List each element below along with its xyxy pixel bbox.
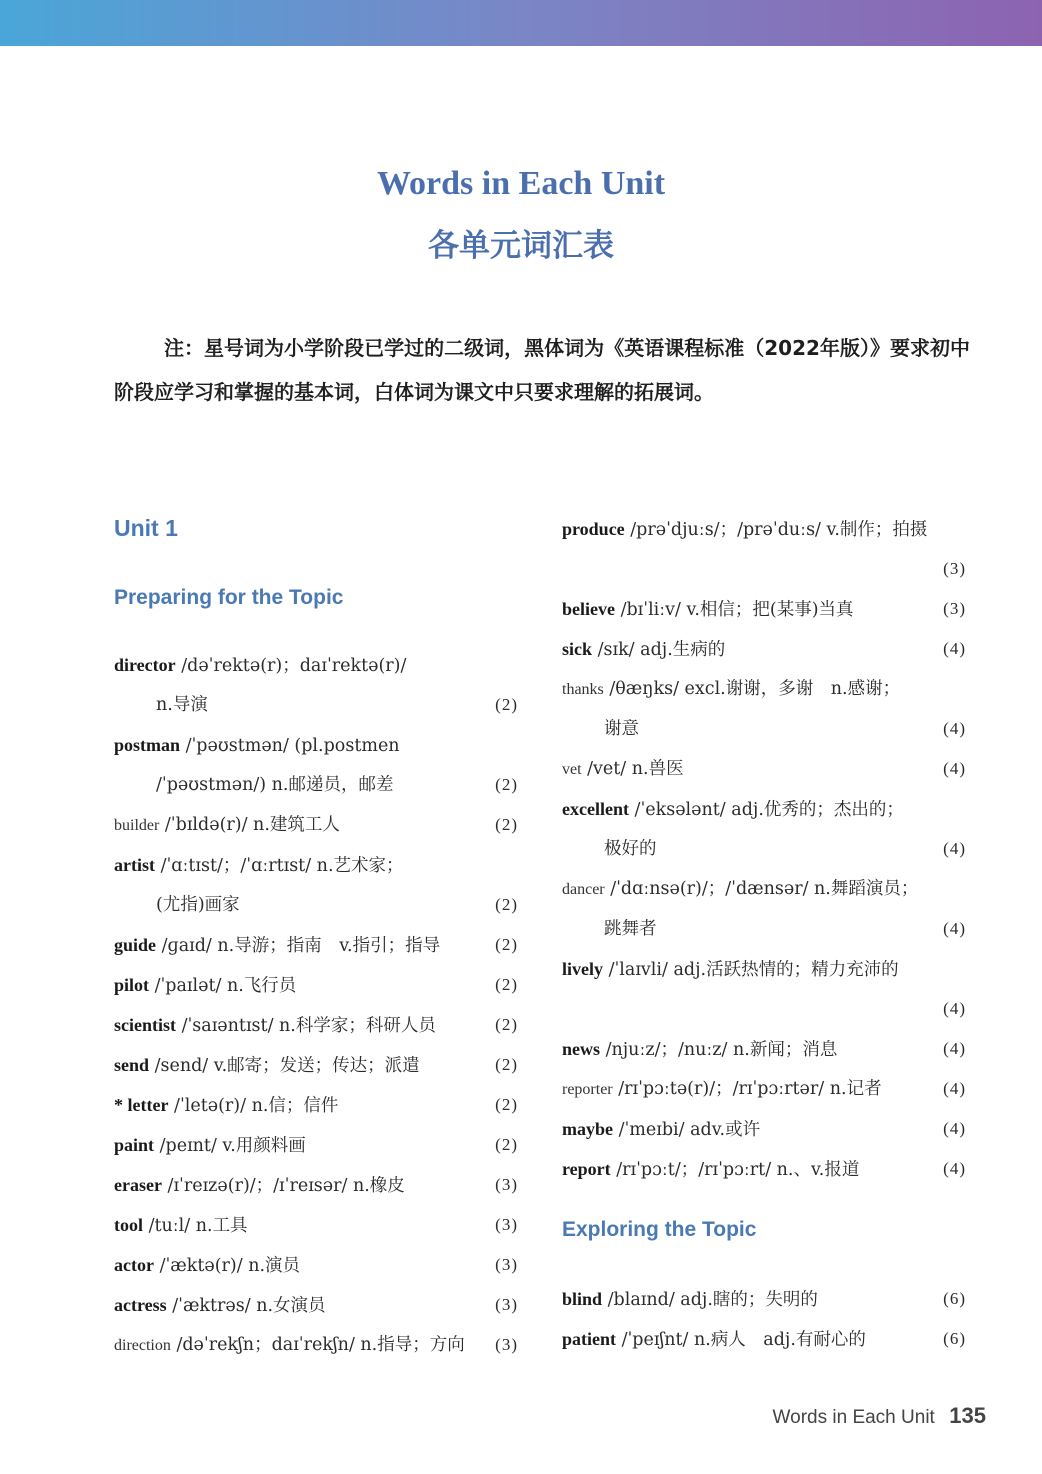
vocab-entry bbox=[562, 1109, 966, 1149]
entry-line bbox=[562, 829, 966, 869]
entry-line bbox=[114, 1205, 518, 1245]
entry-definition: /send/ v.邮寄；发送；传达；派遣 bbox=[154, 1056, 420, 1076]
entry-line bbox=[562, 629, 966, 669]
vocab-entry bbox=[562, 869, 966, 949]
entry-unit-number: (4) bbox=[943, 639, 966, 658]
entry-definition: /sɪk/ adj.生病的 bbox=[597, 640, 726, 660]
entry-word: artist bbox=[114, 855, 155, 875]
entry-definition: /ɡaɪd/ n.导游；指南 v.指引；指导 bbox=[161, 936, 441, 956]
entry-unit-number: (4) bbox=[943, 839, 966, 858]
entry-line bbox=[562, 1029, 966, 1069]
entry-definition: /ˈpaɪlət/ n.飞行员 bbox=[154, 976, 297, 996]
entry-unit-number: (4) bbox=[943, 1119, 966, 1138]
vocab-entry bbox=[562, 1149, 966, 1189]
entry-word: guide bbox=[114, 935, 157, 955]
vocab-entry bbox=[114, 645, 518, 725]
entry-definition: /tuːl/ n.工具 bbox=[148, 1216, 248, 1236]
entry-word: eraser bbox=[114, 1175, 162, 1195]
entry-line bbox=[114, 1285, 518, 1325]
entry-line bbox=[114, 1245, 518, 1285]
entry-line bbox=[114, 965, 518, 1005]
footer-text: Words in Each Unit bbox=[772, 1407, 935, 1428]
entry-definition: 极好的 bbox=[604, 839, 657, 859]
page-title-chinese: 各单元词汇表 bbox=[428, 228, 614, 264]
entry-unit-number: (3) bbox=[495, 1215, 518, 1234]
entry-word: vet bbox=[562, 761, 582, 778]
entry-unit-number: (2) bbox=[495, 815, 518, 834]
vocab-entry bbox=[562, 589, 966, 629]
vocab-entry bbox=[562, 509, 966, 589]
entry-line bbox=[562, 909, 966, 949]
entry-word: produce bbox=[562, 519, 625, 539]
vocab-entry bbox=[114, 805, 518, 845]
vocab-entry bbox=[562, 789, 966, 869]
vocab-entry bbox=[114, 845, 518, 925]
entry-definition: (尤指)画家 bbox=[156, 895, 240, 915]
entry-line bbox=[562, 869, 966, 909]
entry-unit-number: (2) bbox=[495, 775, 518, 794]
entry-unit-number: (3) bbox=[943, 599, 966, 618]
entry-line bbox=[562, 589, 966, 629]
section-heading-exploring: Exploring the Topic bbox=[562, 1218, 757, 1241]
entry-line bbox=[114, 1325, 518, 1365]
vocab-entry bbox=[562, 629, 966, 669]
entry-definition: /ˈæktə(r)/ n.演员 bbox=[159, 1256, 301, 1276]
entry-definition: n.导演 bbox=[156, 695, 208, 715]
entry-word: paint bbox=[114, 1135, 155, 1155]
vocab-entry bbox=[114, 1285, 518, 1325]
entry-word: thanks bbox=[562, 681, 604, 698]
entry-unit-number: (4) bbox=[943, 999, 966, 1018]
section-heading-preparing: Preparing for the Topic bbox=[114, 586, 344, 609]
entry-unit-number: (2) bbox=[495, 975, 518, 994]
entry-line bbox=[562, 1279, 966, 1319]
vocab-entry bbox=[114, 1245, 518, 1285]
entry-unit-number: (2) bbox=[495, 1015, 518, 1034]
entry-definition: /dəˈrektə(r)；daɪˈrektə(r)/ bbox=[181, 656, 407, 676]
vocab-entry bbox=[562, 669, 966, 749]
vocab-entry bbox=[114, 1125, 518, 1165]
vocab-entry bbox=[114, 1165, 518, 1205]
entry-word: sick bbox=[562, 639, 593, 659]
entry-unit-number: (4) bbox=[943, 1079, 966, 1098]
vocab-entry bbox=[562, 1319, 966, 1359]
entry-definition: /ˈmeɪbi/ adv.或许 bbox=[618, 1120, 761, 1140]
entry-definition: /ˈeksələnt/ adj.优秀的；杰出的； bbox=[634, 800, 904, 820]
page-footer bbox=[773, 1403, 986, 1429]
entry-unit-number: (4) bbox=[943, 919, 966, 938]
entry-word: report bbox=[562, 1159, 611, 1179]
entry-unit-number: (2) bbox=[495, 935, 518, 954]
entry-line bbox=[562, 789, 966, 829]
entry-line bbox=[562, 669, 966, 709]
entry-line bbox=[562, 709, 966, 749]
entry-word: news bbox=[562, 1039, 601, 1059]
entry-line bbox=[562, 1069, 966, 1109]
entry-line bbox=[114, 765, 518, 805]
vocab-entry bbox=[114, 965, 518, 1005]
entry-line bbox=[562, 989, 966, 1029]
entry-unit-number: (2) bbox=[495, 895, 518, 914]
entry-unit-number: (4) bbox=[943, 1039, 966, 1058]
entry-definition: /ɪˈreɪzə(r)/；/ɪˈreɪsər/ n.橡皮 bbox=[167, 1176, 405, 1196]
entry-unit-number: (2) bbox=[495, 1095, 518, 1114]
vocab-entry bbox=[114, 1325, 518, 1365]
entry-definition: /ˈsaɪəntɪst/ n.科学家；科研人员 bbox=[181, 1016, 436, 1036]
entry-definition: 跳舞者 bbox=[604, 919, 657, 939]
note-paragraph: 注：星号词为小学阶段已学过的二级词，黑体词为《英语课程标准（2022年版）》要求初中阶段应学习和掌握的基本词，白体词为课文中只要求理解的拓展词。 bbox=[114, 336, 970, 404]
entry-word: patient bbox=[562, 1329, 616, 1349]
entry-line bbox=[562, 549, 966, 589]
entry-unit-number: (2) bbox=[495, 1135, 518, 1154]
entry-line bbox=[114, 1005, 518, 1045]
page-title-english: Words in Each Unit bbox=[376, 165, 666, 202]
vocab-entry bbox=[114, 725, 518, 805]
entry-definition: /ˈdɑːnsə(r)/；/ˈdænsər/ n.舞蹈演员； bbox=[610, 879, 919, 899]
entry-definition: /vet/ n.兽医 bbox=[587, 759, 684, 779]
entry-line bbox=[114, 645, 518, 685]
entry-line bbox=[114, 845, 518, 885]
entry-word: scientist bbox=[114, 1015, 176, 1035]
entry-line bbox=[114, 805, 518, 845]
vocab-entry bbox=[562, 749, 966, 789]
entry-word: pilot bbox=[114, 975, 150, 995]
vocab-entry bbox=[114, 925, 518, 965]
entry-definition: /blaɪnd/ adj.瞎的；失明的 bbox=[607, 1290, 818, 1310]
entry-word: director bbox=[114, 655, 176, 675]
vocab-entry bbox=[562, 1069, 966, 1109]
vocab-entry bbox=[562, 949, 966, 1029]
entry-line bbox=[562, 1319, 966, 1359]
entry-line bbox=[562, 1109, 966, 1149]
entry-definition: /θæŋks/ excl.谢谢，多谢 n.感谢； bbox=[609, 679, 901, 699]
entry-line bbox=[114, 885, 518, 925]
entry-definition: /njuːz/；/nuːz/ n.新闻；消息 bbox=[605, 1040, 838, 1060]
entry-word: builder bbox=[114, 817, 160, 834]
entry-line bbox=[114, 685, 518, 725]
entry-unit-number: (2) bbox=[495, 695, 518, 714]
entry-line bbox=[562, 949, 966, 989]
entry-unit-number: (6) bbox=[943, 1329, 966, 1348]
entry-definition: /ˈpeɪʃnt/ n.病人 adj.有耐心的 bbox=[621, 1330, 866, 1350]
entry-word: reporter bbox=[562, 1081, 613, 1098]
entry-word: dancer bbox=[562, 881, 605, 898]
entry-line bbox=[562, 509, 966, 549]
entry-unit-number: (6) bbox=[943, 1289, 966, 1308]
entry-definition: /ˈlaɪvli/ adj.活跃热情的；精力充沛的 bbox=[608, 960, 899, 980]
page-number: 135 bbox=[949, 1403, 986, 1428]
entry-unit-number: (4) bbox=[943, 1159, 966, 1178]
entry-unit-number: (3) bbox=[495, 1175, 518, 1194]
entry-definition: /dəˈrekʃn；daɪˈrekʃn/ n.指导；方向 bbox=[176, 1335, 465, 1355]
unit-heading: Unit 1 bbox=[114, 515, 178, 541]
entry-word: maybe bbox=[562, 1119, 613, 1139]
vocab-entry bbox=[114, 1005, 518, 1045]
entry-definition: /ˈpəʊstmən/) n.邮递员，邮差 bbox=[156, 775, 394, 795]
entry-definition: /prəˈdjuːs/；/prəˈduːs/ v.制作；拍摄 bbox=[630, 520, 928, 540]
entry-word: believe bbox=[562, 599, 615, 619]
entry-definition: /peɪnt/ v.用颜料画 bbox=[159, 1136, 306, 1156]
entry-word: postman bbox=[114, 735, 181, 755]
entry-word: actress bbox=[114, 1295, 167, 1315]
entry-definition: /ˈpəʊstmən/ (pl.postmen bbox=[185, 736, 400, 756]
entry-unit-number: (3) bbox=[495, 1295, 518, 1314]
entry-word: actor bbox=[114, 1255, 154, 1275]
top-color-bar bbox=[0, 0, 1042, 46]
entry-word: lively bbox=[562, 959, 603, 979]
entry-definition: /ˈbɪldə(r)/ n.建筑工人 bbox=[164, 815, 340, 835]
entry-definition: /ˈletə(r)/ n.信；信件 bbox=[174, 1096, 339, 1116]
entry-unit-number: (3) bbox=[943, 559, 966, 578]
entry-line bbox=[114, 1085, 518, 1125]
entry-definition: /rɪˈpɔːtə(r)/；/rɪˈpɔːrtər/ n.记者 bbox=[618, 1079, 882, 1099]
entry-definition: 谢意 bbox=[604, 719, 639, 739]
entry-word: excellent bbox=[562, 799, 629, 819]
entry-word: send bbox=[114, 1055, 150, 1075]
entry-unit-number: (4) bbox=[943, 719, 966, 738]
entry-line bbox=[114, 925, 518, 965]
vocab-entry bbox=[114, 1085, 518, 1125]
entry-line bbox=[562, 1149, 966, 1189]
entry-word: * letter bbox=[114, 1095, 169, 1115]
entry-word: tool bbox=[114, 1215, 143, 1235]
vocab-entry bbox=[562, 1279, 966, 1319]
entry-definition: /bɪˈliːv/ v.相信；把(某事)当真 bbox=[620, 600, 854, 620]
entry-definition: /ˈæktrəs/ n.女演员 bbox=[172, 1296, 326, 1316]
vocab-entry bbox=[114, 1205, 518, 1245]
entry-unit-number: (4) bbox=[943, 759, 966, 778]
entry-line bbox=[562, 749, 966, 789]
vocab-entry bbox=[562, 1029, 966, 1069]
entry-line bbox=[114, 1165, 518, 1205]
entry-line bbox=[114, 1045, 518, 1085]
entry-definition: /rɪˈpɔːt/；/rɪˈpɔːrt/ n.、v.报道 bbox=[616, 1160, 860, 1180]
entry-line bbox=[114, 1125, 518, 1165]
entry-unit-number: (2) bbox=[495, 1055, 518, 1074]
entry-word: direction bbox=[114, 1337, 171, 1354]
entry-line bbox=[114, 725, 518, 765]
vocab-entry bbox=[114, 1045, 518, 1085]
entry-definition: /ˈɑːtɪst/；/ˈɑːrtɪst/ n.艺术家； bbox=[160, 856, 404, 876]
entry-unit-number: (3) bbox=[495, 1255, 518, 1274]
entry-word: blind bbox=[562, 1289, 603, 1309]
entry-unit-number: (3) bbox=[495, 1335, 518, 1354]
